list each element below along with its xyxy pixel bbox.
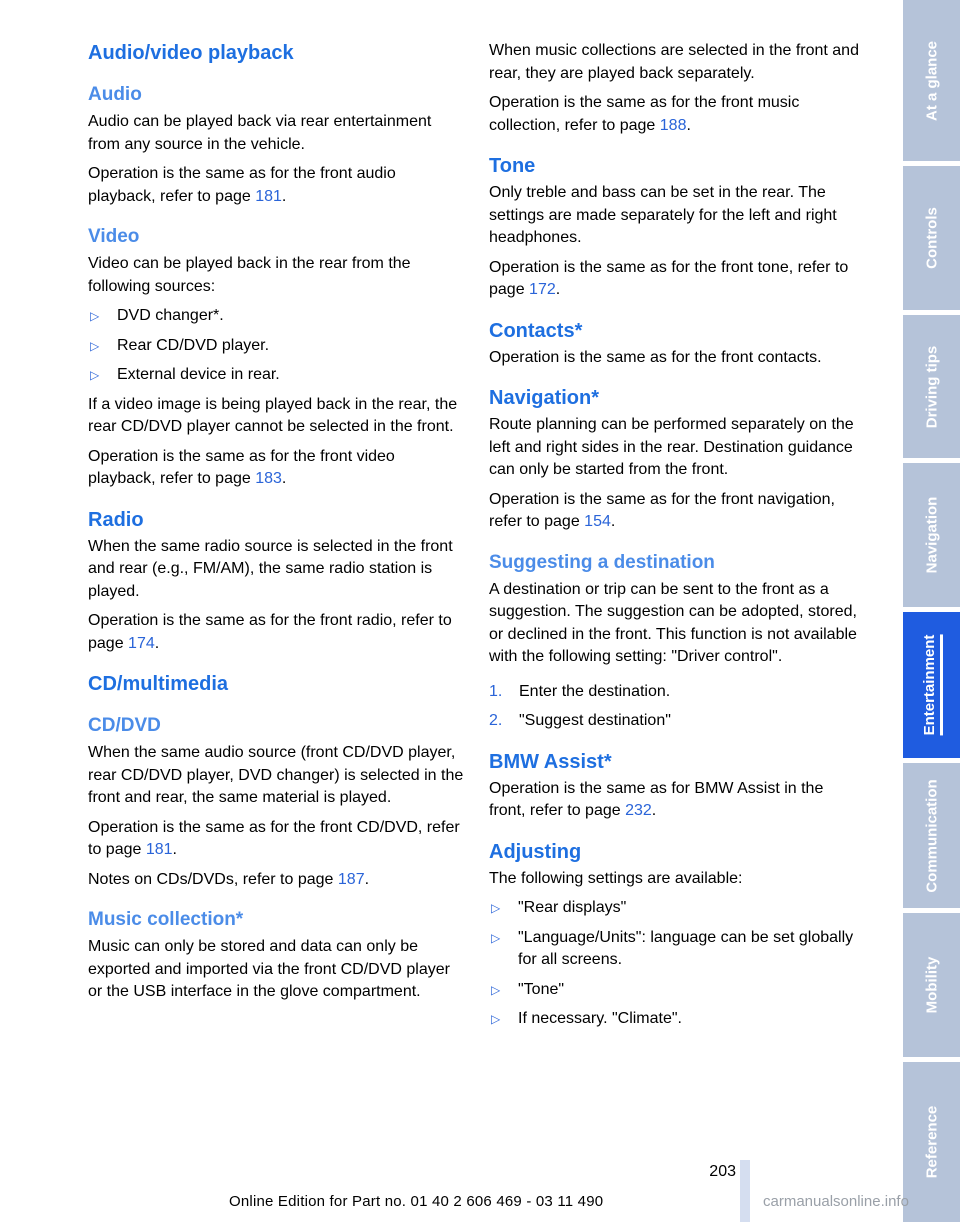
subheading-audio: Audio [88,84,142,105]
triangle-bullet-icon: ▷ [491,982,501,997]
contacts-paragraph: Operation is the same as for the front contacts. [489,348,822,366]
music-ref-paragraph: Operation is the same as for the front music collection, refer to page 188. [489,94,800,134]
subheading-radio: Radio [88,508,144,531]
tab-mobility[interactable] [903,913,960,1057]
list-item-text: Enter the destination. [519,682,671,700]
subheading-navigation: Navigation* [489,387,600,409]
tab-label: Entertainment [921,635,943,736]
video-paragraph: Video can be played back in the rear from the following sources: [88,255,411,295]
music-paragraph: Music can only be stored and data can only be exported and imported via the front CD/DVD player or the USB interface in the glove compartment. [88,938,450,1000]
adjusting-paragraph: The following settings are available: [489,869,743,887]
assist-paragraph: Operation is the same as for BMW Assist in the front, refer to page 232. [489,779,824,819]
list-item [88,305,464,328]
tab-label: Controls [923,207,940,269]
triangle-bullet-icon: ▷ [491,930,501,945]
list-item-text: Rear CD/DVD player. [117,336,270,354]
tab-reference[interactable] [903,1062,960,1222]
suggest-paragraph: A destination or trip can be sent to the front as a suggestion. The suggestion can be adopted, stored, or declined in the front. This function is not available with the following setting: "Driver control". [489,580,857,665]
list-item [88,335,464,358]
navigation-paragraph: Route planning can be performed separately on the left and right sides in the rear. Destination guidance can only be started from the front. [489,416,854,478]
tab-driving-tips[interactable] [903,315,960,458]
page-link-154[interactable]: 154 [584,513,611,530]
tab-label: Mobility [923,956,940,1014]
video-note-paragraph: If a video image is being played back in the rear, the rear CD/DVD player cannot be selected in the front. [88,395,458,435]
step-number: 2. [489,712,503,729]
list-item-text: "Tone" [518,980,565,998]
assist-text: Operation is the same as for BMW Assist in the front, refer to page [489,779,824,819]
triangle-bullet-icon: ▷ [491,901,501,915]
radio-ref-paragraph: Operation is the same as for the front radio, refer to page 174. [88,612,452,652]
tab-label: Driving tips [923,345,940,428]
list-item [489,681,863,704]
page-link-181[interactable]: 181 [255,187,282,205]
list-item-text: External device in rear. [117,366,280,383]
navigation-ref-paragraph: Operation is the same as for the front navigation, refer to page 154. [489,490,835,530]
triangle-bullet-icon: ▷ [491,1012,501,1026]
video-ref-paragraph: Operation is the same as for the front video playback, refer to page 183. [88,447,395,487]
tone-ref-text: Operation is the same as for the front tone, refer to page [489,258,849,298]
list-item [489,897,863,920]
cd-notes-text: Notes on CDs/DVDs, refer to page [88,870,338,888]
page-number: 203 [709,1163,736,1180]
list-item [489,927,863,972]
audio-ref-paragraph: Operation is the same as for the front audio playback, refer to page 181. [88,165,396,205]
list-item [489,1008,863,1031]
tab-navigation[interactable] [903,463,960,607]
radio-ref-text: Operation is the same as for the front radio, refer to page [88,612,452,652]
watermark: carmanualsonline.info [763,1193,909,1210]
left-column [88,40,464,1004]
page-link-188[interactable]: 188 [659,116,687,134]
subheading-video: Video [88,226,140,247]
list-item-text: If necessary. "Climate". [518,1010,682,1027]
right-column [489,40,863,1031]
list-item-text: "Rear displays" [518,899,627,916]
subheading-music-collection: Music collection* [88,909,244,930]
page-link-187[interactable]: 187 [337,870,365,888]
audio-paragraph: Audio can be played back via rear entertainment from any source in the vehicle. [88,113,432,153]
audio-ref-text: Operation is the same as for the front audio playback, refer to page [88,165,396,205]
cd-paragraph: When the same audio source (front CD/DVD player, rear CD/DVD player, DVD changer) is selected in the front and rear, the same material is played. [88,744,464,806]
tab-label: Navigation [923,496,940,574]
page-link-172[interactable]: 172 [529,281,556,298]
page-link-183[interactable]: 183 [255,470,282,487]
triangle-bullet-icon: ▷ [90,309,100,323]
cd-ref-text: Operation is the same as for the front CD/DVD, refer to page [88,818,460,858]
tab-label: At a glance [923,40,940,121]
subheading-tone: Tone [489,155,536,177]
subheading-bmw-assist: BMW Assist* [489,750,612,773]
subheading-cddvd: CD/DVD [88,715,161,736]
cd-ref-paragraph: Operation is the same as for the front CD/DVD, refer to page 181. [88,818,460,858]
chapter-tab-sidebar [903,0,960,1222]
tab-communication[interactable] [903,763,960,908]
triangle-bullet-icon: ▷ [90,338,100,353]
page-link-174[interactable]: 174 [128,634,155,652]
section-heading-playback: Audio/video playback [88,42,294,64]
step-number: 1. [489,682,503,700]
radio-paragraph: When the same radio source is selected in the front and rear (e.g., FM/AM), the same radio station is played. [88,537,453,600]
footer-divider [740,1160,750,1222]
section-heading-cd-multimedia: CD/multimedia [88,673,229,695]
list-item [489,710,863,733]
subheading-suggest-destination: Suggesting a destination [489,551,715,573]
page-link-232[interactable]: 232 [625,802,652,819]
subheading-contacts: Contacts* [489,319,583,342]
list-item [88,364,464,387]
edition-footer: Online Edition for Part no. 01 40 2 606 469 - 03 11 490 [229,1193,604,1210]
cd-notes-paragraph: Notes on CDs/DVDs, refer to page 187. [88,870,370,888]
tab-label: Communication [923,778,940,893]
music-ref-text: Operation is the same as for the front music collection, refer to page [489,94,800,134]
list-item-text: "Suggest destination" [519,712,671,729]
list-item-text: DVD changer*. [117,307,224,324]
music-separate-paragraph: When music collections are selected in the front and rear, they are played back separately. [489,42,859,82]
tab-entertainment[interactable] [903,612,960,758]
list-item [489,979,863,1002]
triangle-bullet-icon: ▷ [90,368,100,382]
page-link-181[interactable]: 181 [145,841,173,858]
video-ref-text: Operation is the same as for the front video playback, refer to page [88,447,395,487]
list-item-text: "Language/Units": language can be set globally for all screens. [518,928,854,968]
tone-paragraph: Only treble and bass can be set in the rear. The settings are made separately for the left and right headphones. [489,184,837,246]
subheading-adjusting: Adjusting [489,840,582,863]
tab-label: Reference [923,1105,940,1179]
tone-ref-paragraph: Operation is the same as for the front tone, refer to page 172. [489,258,849,298]
navigation-ref-text: Operation is the same as for the front navigation, refer to page [489,490,835,530]
tab-controls[interactable] [903,166,960,310]
tab-at-a-glance[interactable] [903,0,960,161]
